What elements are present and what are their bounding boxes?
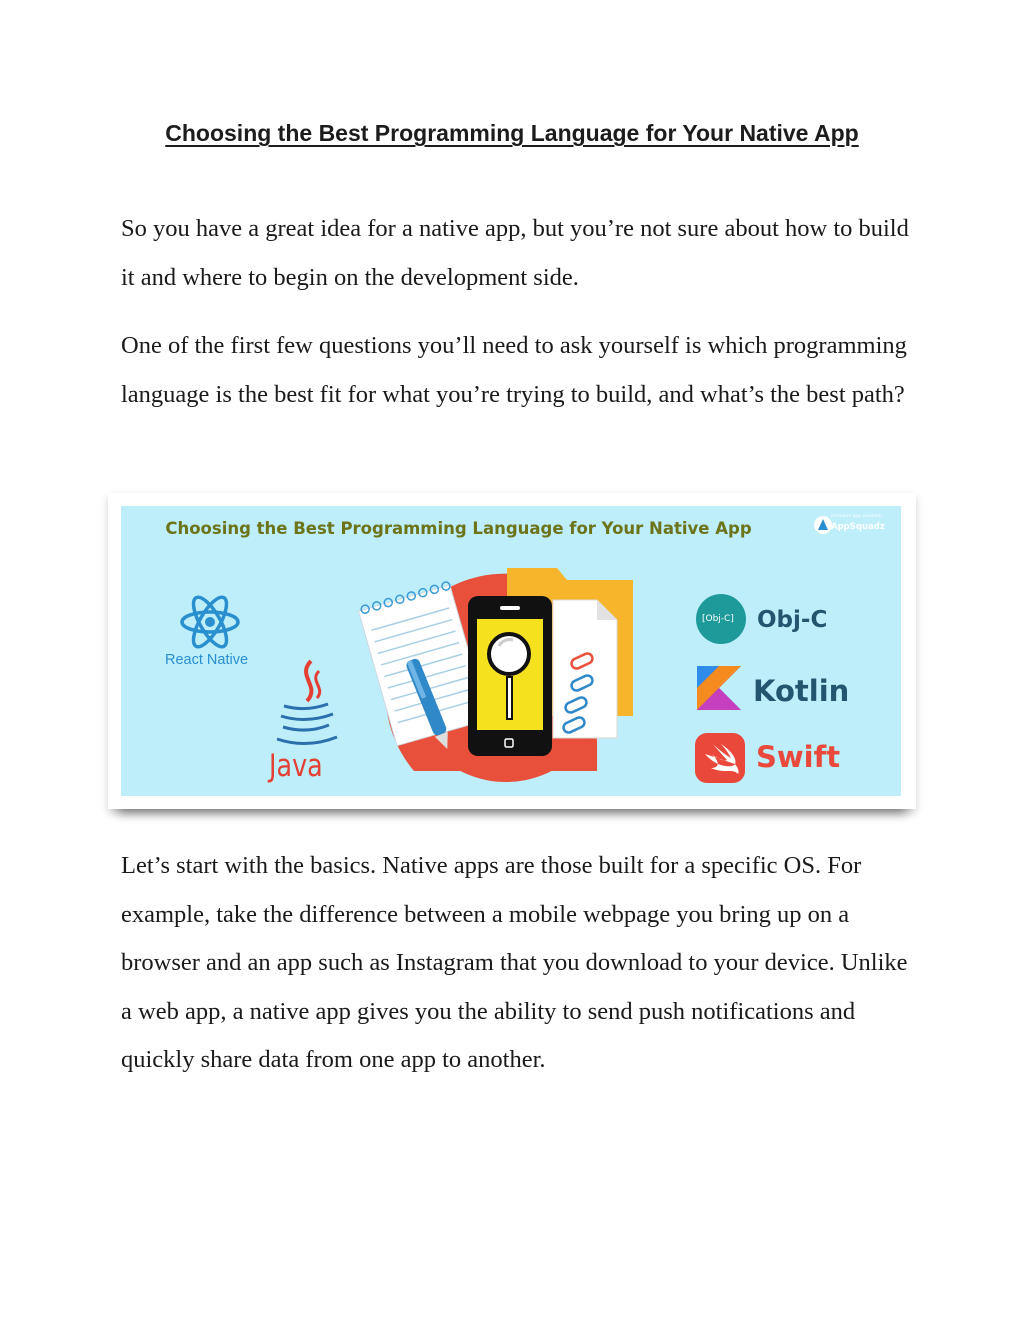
basics-paragraph: Let’s start with the basics. Native apps are those built for a specific OS. For example, take the difference between a mobile webpage you bring up on a browser and an app such as Instagram that you download to your device. Unlike a web app, a native app gives you the ability to send push notifications and quickly share data from one app to another.: [121, 852, 908, 1073]
intro-paragraph: So you have a great idea for a native app, but you’re not sure about how to build it and where to begin on the development side.: [121, 215, 909, 291]
banner-title: Choosing the Best Programming Language for Your Native App: [165, 519, 752, 538]
objc-badge-label: [Obj-C]: [702, 614, 734, 624]
swift-logo-icon: [695, 733, 745, 783]
kotlin-logo-icon: [697, 666, 741, 710]
react-logo-icon: [182, 593, 238, 651]
kotlin-label: Kotlin: [753, 674, 850, 708]
banner-image: [121, 506, 901, 796]
react-native-label: React Native: [165, 652, 249, 668]
swift-label: Swift: [756, 740, 841, 774]
document-icon: [553, 600, 617, 738]
banner-image-frame: [108, 493, 916, 809]
question-paragraph: One of the first few questions you’ll need to ask yourself is which programming language is the best fit for what you’re trying to build, and what’s the best path?: [121, 332, 907, 408]
java-label: Java: [269, 748, 323, 784]
objc-label: Obj-C: [757, 607, 828, 633]
brand-name: AppSquadz: [831, 522, 885, 532]
brand-logo: [809, 514, 899, 536]
brand-tagline: premium app solutions: [831, 514, 883, 519]
java-logo-icon: [277, 661, 337, 744]
page-title: Choosing the Best Programming Language for Your Native App: [165, 120, 859, 146]
